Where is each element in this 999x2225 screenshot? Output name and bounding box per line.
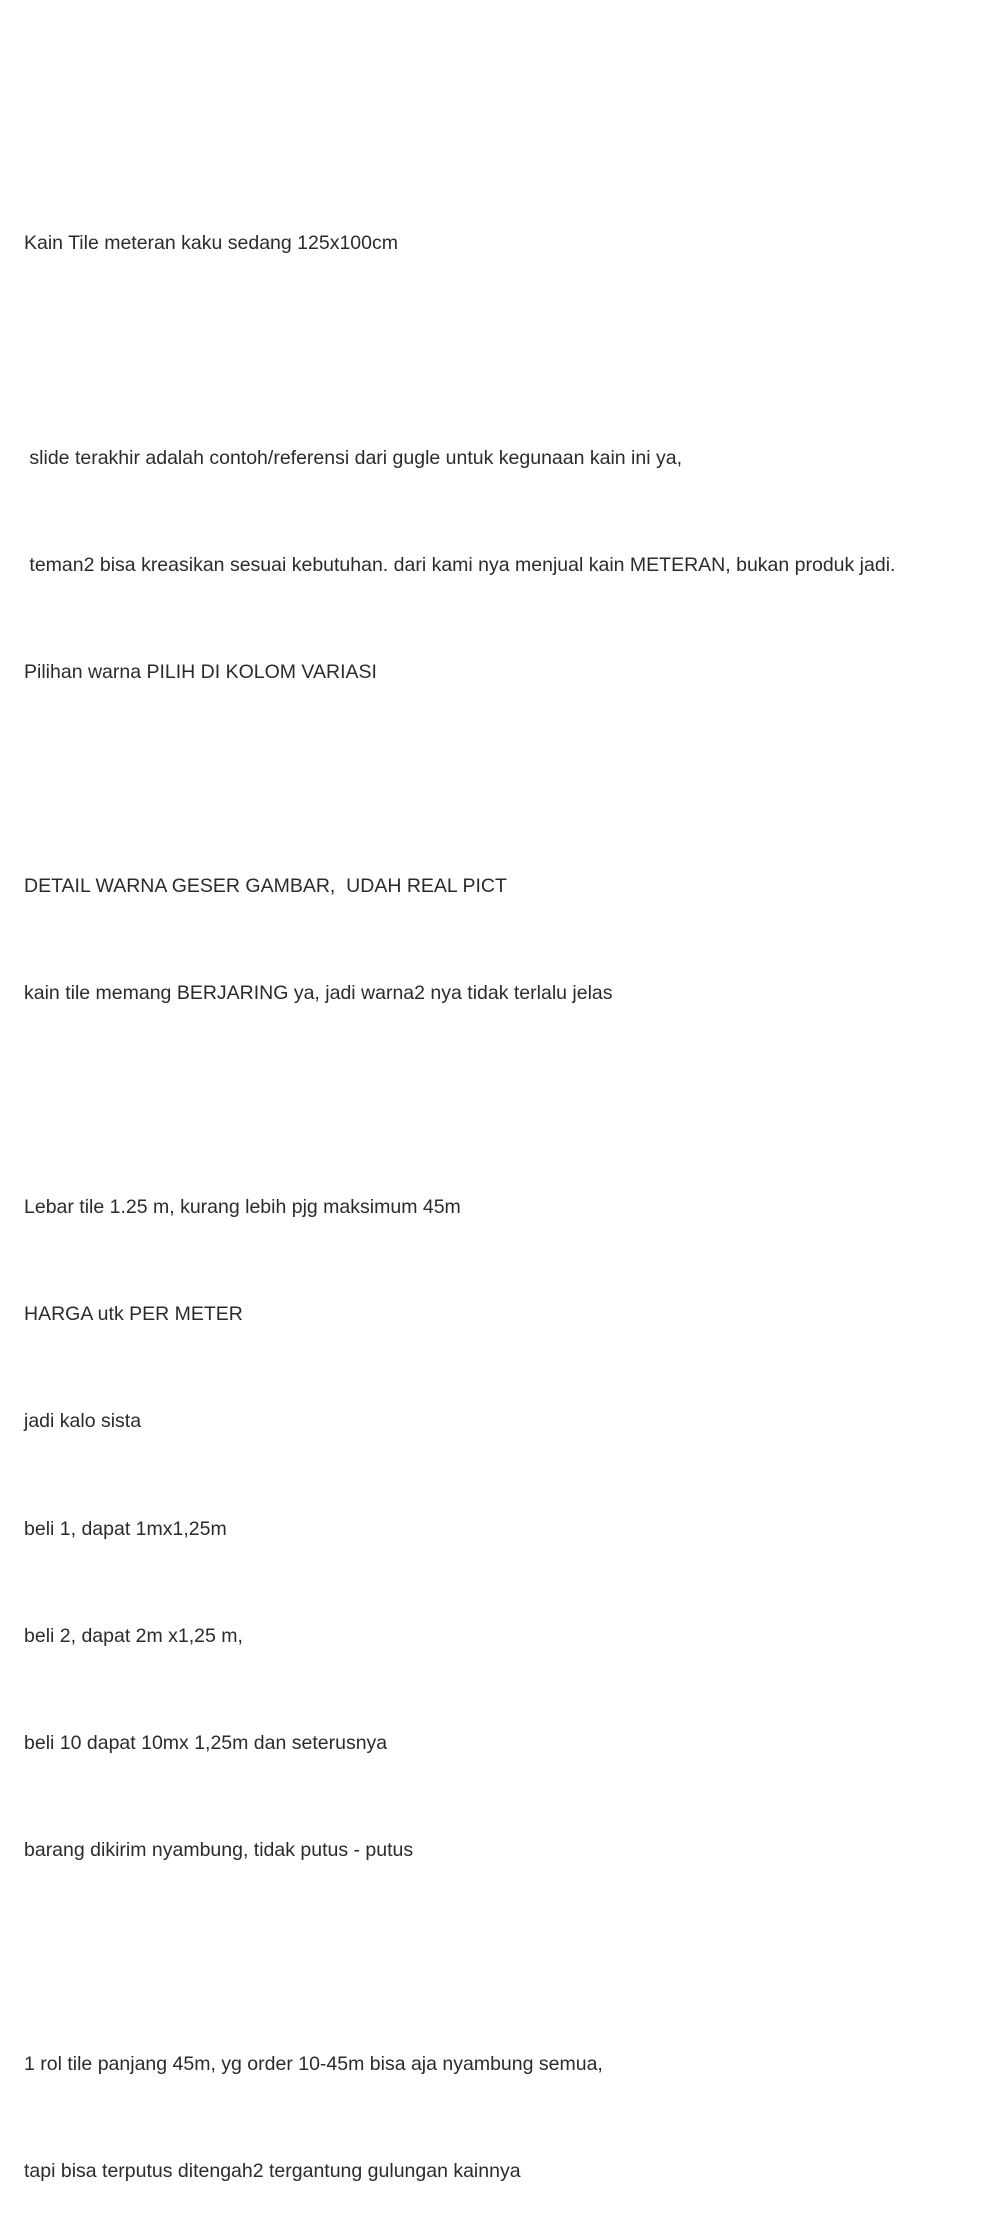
description-line: teman2 bisa kreasikan sesuai kebutuhan. dari kami nya menjual kain METERAN, bukan produk jadi. (24, 553, 896, 576)
description-line: slide terakhir adalah contoh/referensi dari gugle untuk kegunaan kain ini ya, (24, 446, 683, 469)
description-line: tapi bisa terputus ditengah2 tergantung gulungan kainnya (24, 2160, 521, 2183)
description-line (24, 334, 984, 370)
description-line: jadi kalo sista (24, 1410, 142, 1433)
description-line: kain tile memang BERJARING ya, jadi warna2 nya tidak terlalu jelas (24, 982, 613, 1005)
description-line: barang dikirim nyambung, tidak putus - putus (24, 1838, 414, 1861)
description-line: HARGA utk PER METER (24, 1303, 243, 1326)
description-line: Kain Tile meteran kaku sedang 125x100cm (24, 232, 398, 255)
description-line: beli 10 dapat 10mx 1,25m dan seterusnya (24, 1731, 388, 1754)
description-line: Pilihan warna PILIH DI KOLOM VARIASI (24, 660, 377, 683)
description-line (24, 1083, 984, 1119)
description-line (24, 1940, 984, 1976)
description-line: DETAIL WARNA GESER GAMBAR, UDAH REAL PICT (24, 874, 507, 897)
description-line: 1 rol tile panjang 45m, yg order 10-45m bisa aja nyambung semua, (24, 2053, 603, 2075)
description-line (24, 762, 984, 798)
description-line: beli 2, dapat 2m x1,25 m, (24, 1624, 243, 1647)
description-line: Lebar tile 1.25 m, kurang lebih pjg maksimum 45m (24, 1196, 461, 1219)
product-description (24, 155, 984, 2225)
description-line: beli 1, dapat 1mx1,25m (24, 1517, 227, 1540)
